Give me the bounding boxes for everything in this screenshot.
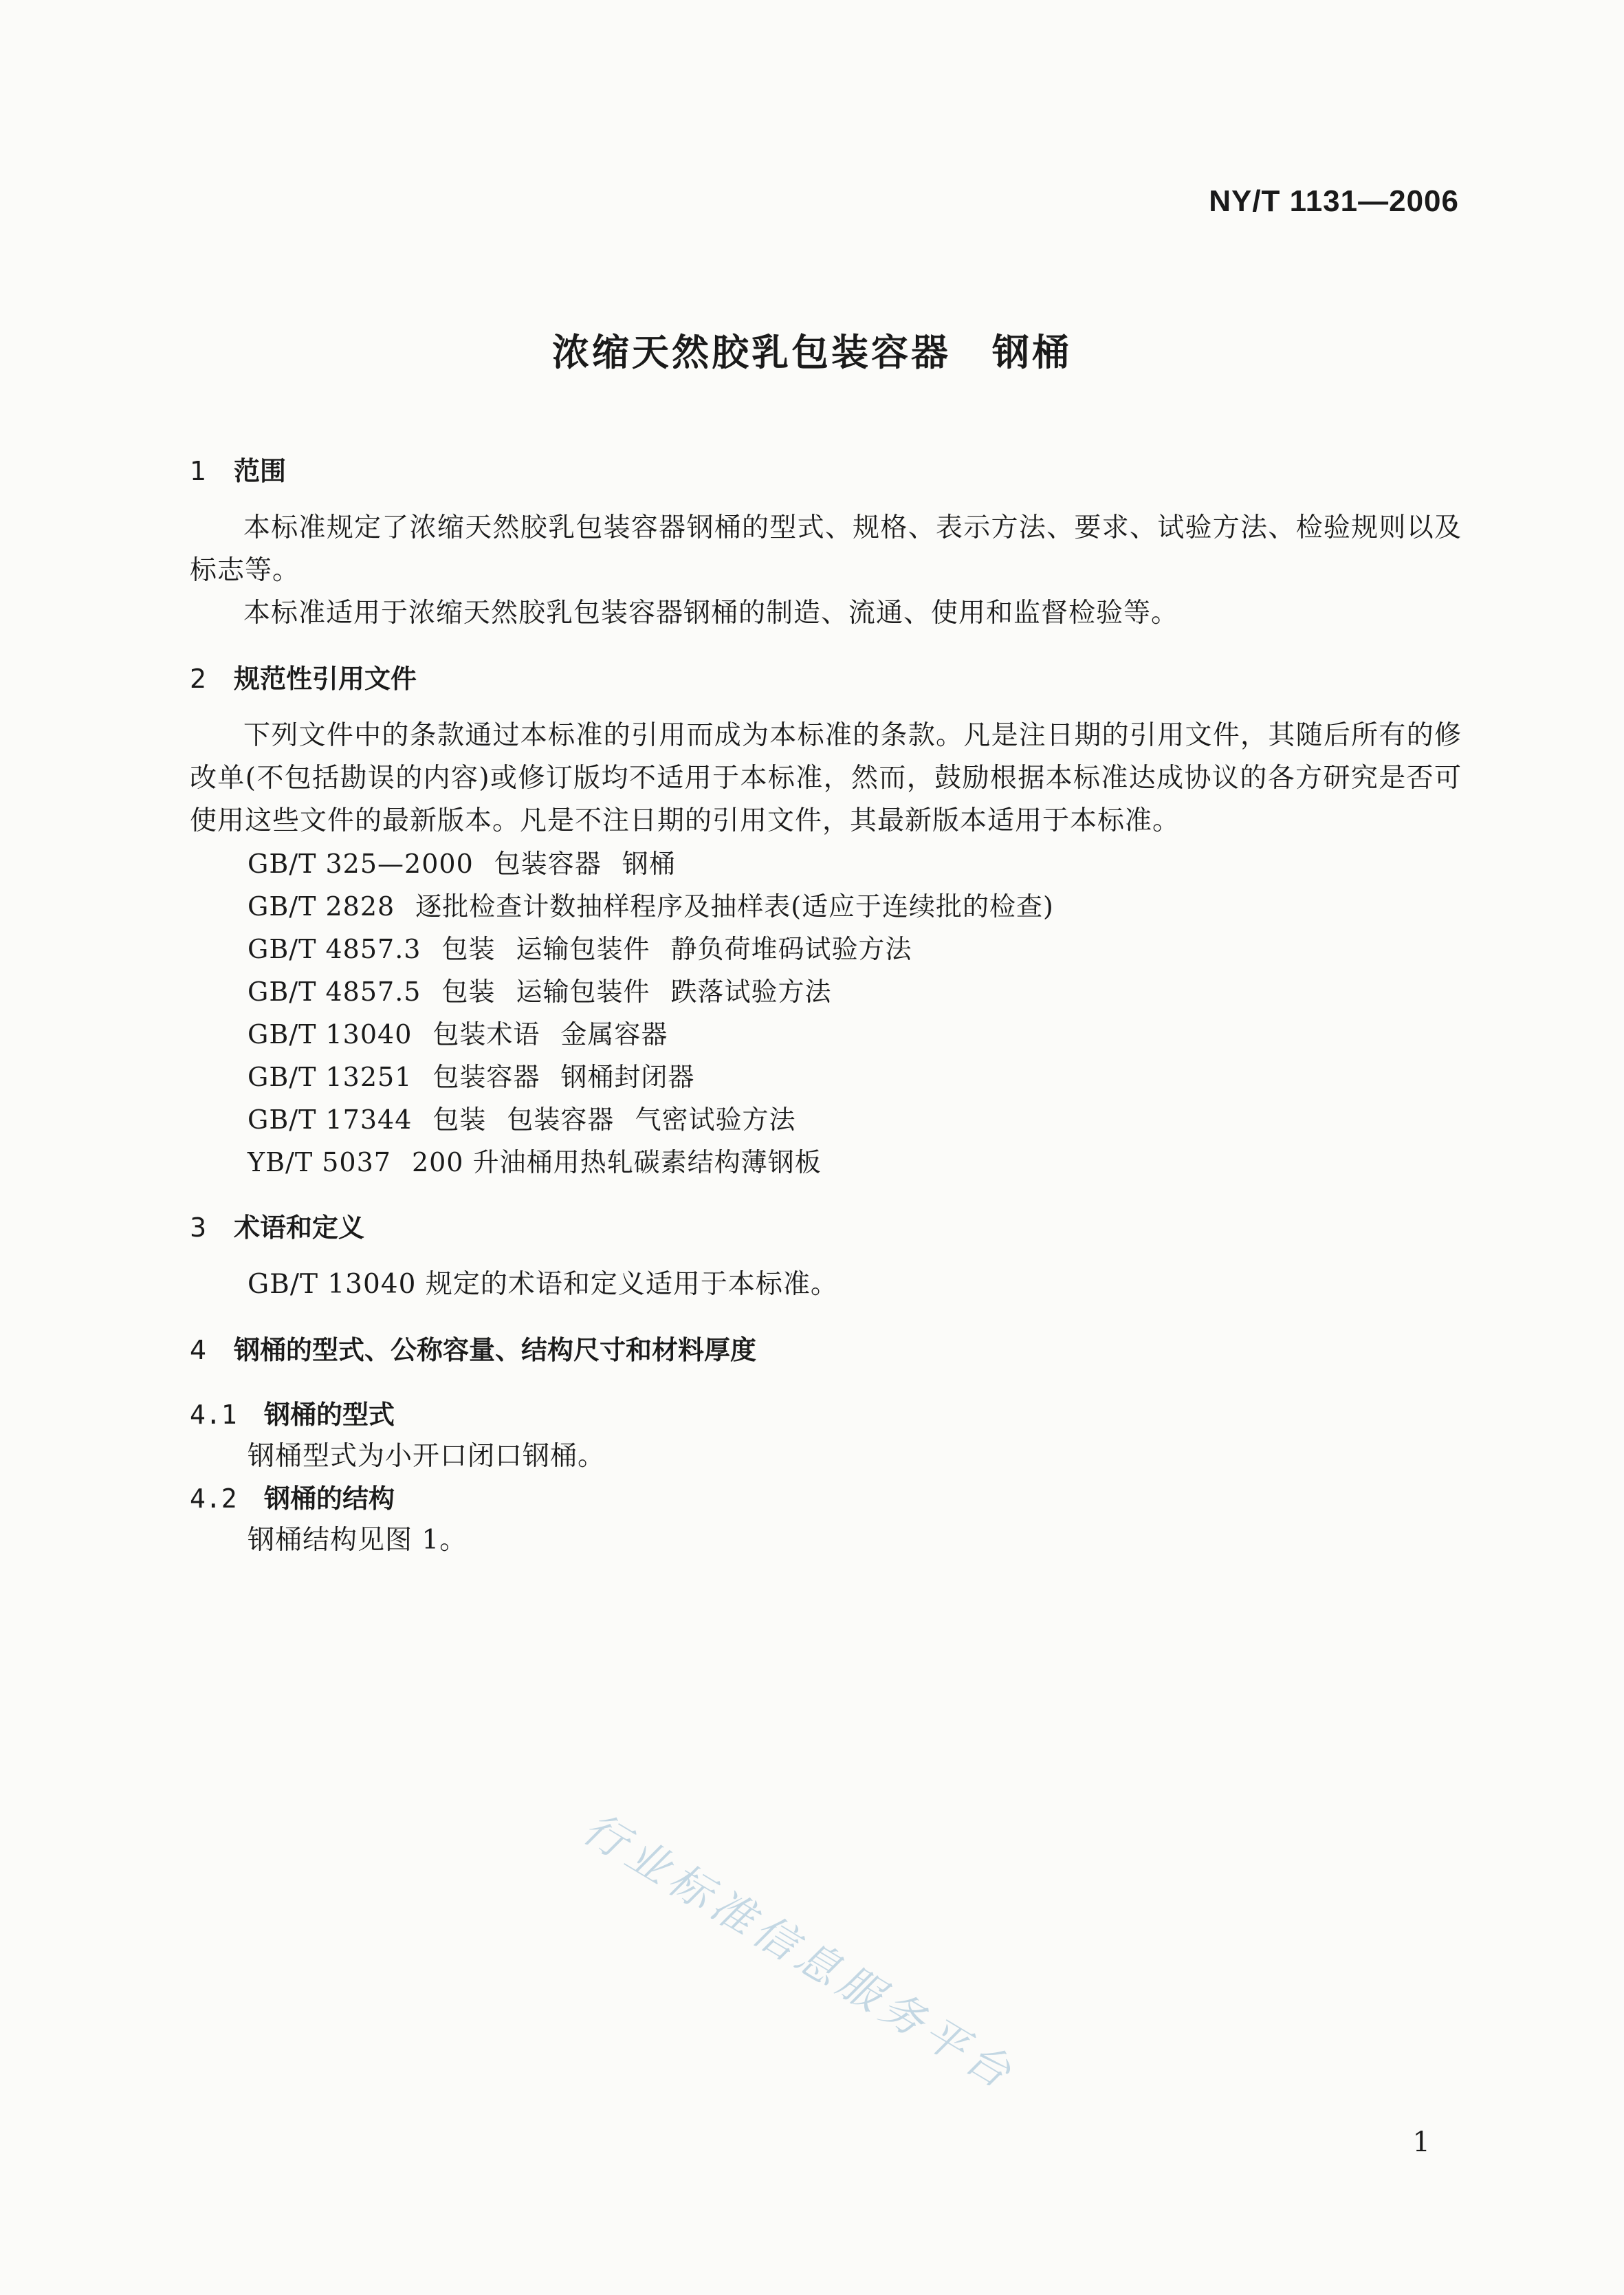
page-number: 1 <box>1412 2127 1430 2158</box>
subsection-number: 4.2 <box>190 1483 237 1514</box>
reference-title-part: 静负荷堆码试验方法 <box>670 934 912 964</box>
paragraph: 下列文件中的条款通过本标准的引用而成为本标准的条款。凡是注日期的引用文件，其随后所有的修改单(不包括勘误的内容)或修订版均不适用于本标准，然而，鼓励根据本标准达成协议的各方研究是否可使用这些文件的最新版本。凡是不注日期的引用文件，其最新版本适用于本标准。 <box>190 720 1462 836</box>
reference-title-part: 200 升油桶用热轧碳素结构薄钢板 <box>411 1147 822 1177</box>
subsection-number: 4.1 <box>190 1400 237 1430</box>
paragraph: 钢桶结构见图 1。 <box>248 1525 468 1556</box>
reference-code: GB/T 13040 <box>248 1019 413 1049</box>
section-title: 钢桶的型式、公称容量、结构尺寸和材料厚度 <box>234 1335 757 1365</box>
reference-item <box>190 928 1462 970</box>
reference-title-part: 气密试验方法 <box>635 1105 796 1135</box>
section-heading-normative-references <box>190 658 1462 699</box>
subsection-title: 钢桶的型式 <box>264 1400 395 1430</box>
reference-item <box>190 842 1462 885</box>
reference-code: GB/T 13251 <box>248 1062 413 1092</box>
reference-title-part: 包装 <box>441 977 496 1007</box>
section-heading-scope <box>190 450 1462 492</box>
watermark: 行业标准信息服务平台 <box>574 1803 1025 2101</box>
reference-title-part: 跌落试验方法 <box>670 977 832 1007</box>
standard-code: NY/T 1131—2006 <box>1209 184 1459 218</box>
reference-list <box>190 842 1462 1184</box>
section-number: 1 <box>190 456 207 486</box>
section-number: 2 <box>190 664 207 694</box>
reference-item <box>190 1141 1462 1184</box>
reference-code: YB/T 5037 <box>248 1147 391 1177</box>
reference-item <box>190 1056 1462 1098</box>
section-title: 范围 <box>234 456 287 486</box>
reference-item <box>190 1013 1462 1056</box>
section-heading-drum-types <box>190 1329 1462 1371</box>
document-title <box>0 323 1624 376</box>
reference-code: GB/T 4857.5 <box>248 977 421 1007</box>
reference-title-part: 包装 <box>432 1105 487 1135</box>
paragraph: 钢桶型式为小开口闭口钢桶。 <box>248 1441 606 1472</box>
reference-title-part: 包装 <box>441 934 496 964</box>
section-heading-terms <box>190 1207 1462 1248</box>
paragraph: 本标准规定了浓缩天然胶乳包装容器钢桶的型式、规格、表示方法、要求、试验方法、检验规则以及标志等。 <box>190 512 1462 586</box>
paragraph: 本标准适用于浓缩天然胶乳包装容器钢桶的制造、流通、使用和监督检验等。 <box>243 598 1179 629</box>
reference-code: GB/T 4857.3 <box>248 934 421 964</box>
document-title-main: 浓缩天然胶乳包装容器 <box>552 331 951 374</box>
subsection-heading-drum-type <box>190 1394 1462 1435</box>
reference-item <box>190 1098 1462 1141</box>
reference-code: GB/T 17344 <box>248 1105 413 1135</box>
reference-title-part: 金属容器 <box>560 1019 668 1049</box>
reference-title-part: 逐批检查计数抽样程序及抽样表(适应于连续批的检查) <box>415 891 1054 922</box>
reference-item <box>190 885 1462 928</box>
reference-code: GB/T 325—2000 <box>248 849 474 879</box>
section-number: 3 <box>190 1212 207 1243</box>
reference-title-part: 包装容器 <box>432 1062 540 1092</box>
section-title: 规范性引用文件 <box>234 664 417 694</box>
section-title: 术语和定义 <box>234 1212 365 1243</box>
reference-title-part: 运输包装件 <box>516 934 650 964</box>
paragraph: GB/T 13040 规定的术语和定义适用于本标准。 <box>248 1269 838 1300</box>
reference-code: GB/T 2828 <box>248 891 395 922</box>
section-number: 4 <box>190 1335 207 1365</box>
document-body <box>190 450 1462 1562</box>
reference-title-part: 包装术语 <box>432 1019 540 1049</box>
subsection-title: 钢桶的结构 <box>264 1483 395 1514</box>
subsection-heading-drum-structure <box>190 1478 1462 1519</box>
reference-title-part: 包装容器 <box>507 1105 615 1135</box>
reference-title-part: 钢桶封闭器 <box>560 1062 695 1092</box>
reference-title-part: 运输包装件 <box>516 977 650 1007</box>
reference-title-part: 钢桶 <box>622 849 676 879</box>
reference-title-part: 包装容器 <box>494 849 602 879</box>
document-title-sub: 钢桶 <box>992 331 1072 374</box>
reference-item <box>190 970 1462 1013</box>
